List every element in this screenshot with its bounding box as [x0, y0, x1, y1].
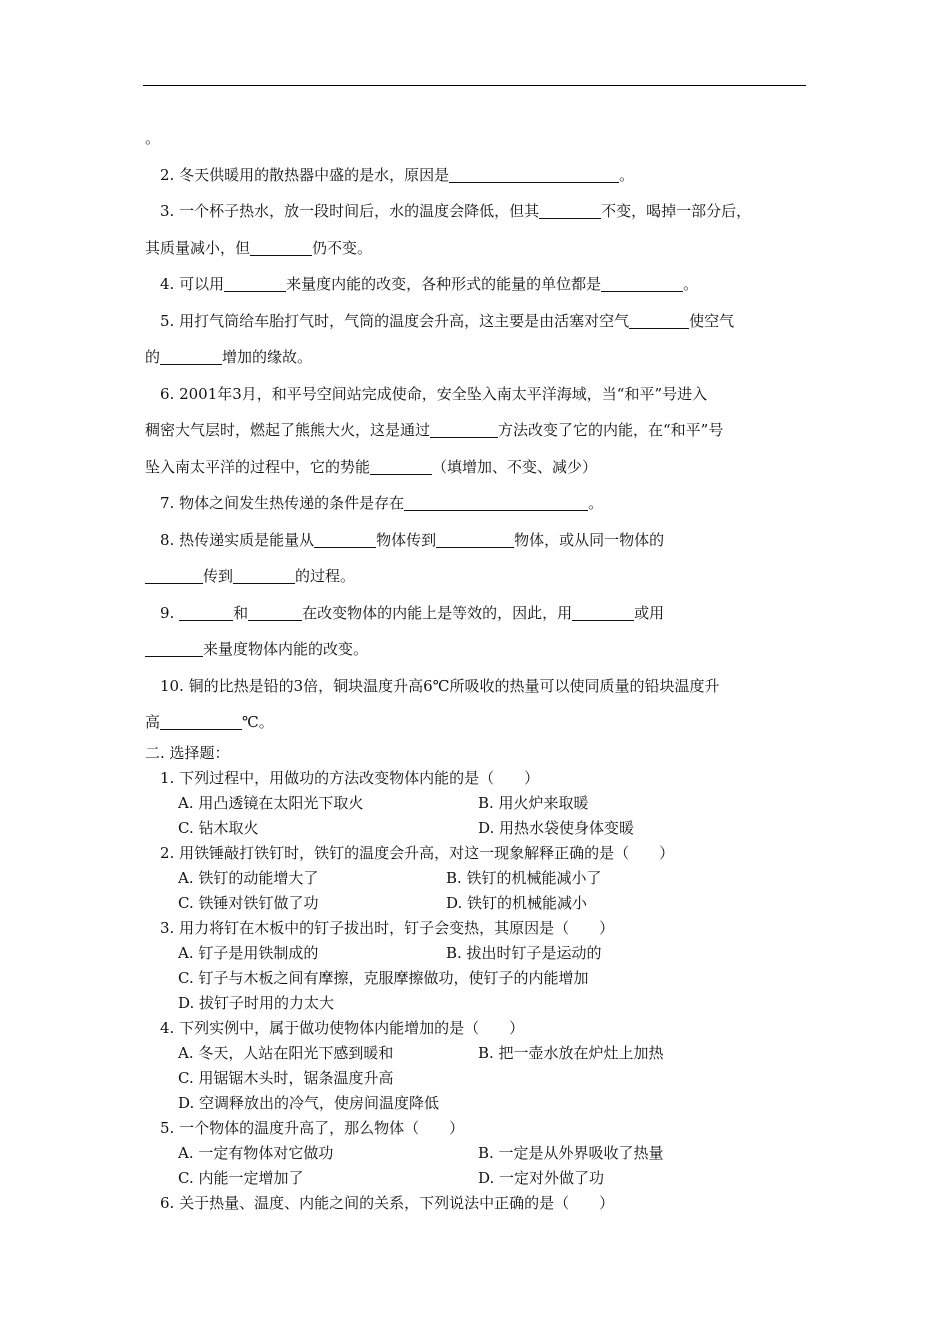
answer-blank: [404, 495, 588, 511]
answer-blank: [224, 276, 286, 292]
answer-blank: [145, 568, 203, 584]
option-a: A. 一定有物体对它做功: [178, 1143, 334, 1162]
line-text: ℃。: [242, 713, 274, 731]
answer-blank: [179, 605, 233, 621]
line-text: 10. 铜的比热是铅的3倍，铜块温度升高6℃所吸收的热量可以使同质量的铅块温度升: [160, 676, 720, 695]
question-stem: 6. 关于热量、温度、内能之间的关系，下列说法中正确的是（ ）: [160, 1193, 615, 1212]
question-stem: 4. 下列实例中，属于做功使物体内能增加的是（ ）: [160, 1018, 525, 1037]
option-c: C. 钉子与木板之间有摩擦，克服摩擦做功，使钉子的内能增加: [178, 968, 589, 987]
option-d: D. 空调释放出的冷气，使房间温度降低: [178, 1093, 440, 1112]
fill-in-line: [145, 631, 807, 668]
question-3: [145, 916, 807, 1016]
line-text: 。: [145, 129, 161, 147]
fill-in-section: [145, 120, 807, 741]
answer-blank: [250, 240, 312, 256]
line-text: 增加的缘故。: [222, 348, 313, 366]
option-a: A. 冬天，人站在阳光下感到暖和: [178, 1043, 394, 1062]
fill-in-line: [145, 339, 807, 376]
line-text: 的过程。: [295, 567, 356, 585]
line-text: 其质量减小，但: [145, 238, 251, 257]
answer-blank: [248, 605, 302, 621]
line-text: 9.: [160, 603, 180, 622]
answer-blank: [449, 167, 619, 183]
line-text: 4. 可以用: [160, 275, 225, 293]
option-c: C. 内能一定增加了: [178, 1168, 304, 1187]
answer-blank: [160, 349, 222, 365]
option-b: B. 把一壶水放在炉灶上加热: [478, 1043, 664, 1062]
line-text: 使空气: [689, 311, 735, 330]
option-c: C. 钻木取火: [178, 818, 259, 837]
line-text: 稠密大气层时，燃起了熊熊大火，这是通过: [145, 421, 431, 439]
answer-blank: [145, 641, 203, 657]
option-d: D. 一定对外做了功: [478, 1168, 605, 1187]
line-text: 仍不变。: [312, 238, 373, 257]
answer-blank: [629, 313, 689, 329]
answer-blank: [370, 459, 432, 475]
answer-blank: [160, 714, 242, 730]
line-text: （填增加、不变、减少）: [432, 457, 598, 476]
question-6: [145, 1191, 807, 1216]
answer-blank: [233, 568, 295, 584]
line-text: 2. 冬天供暖用的散热器中盛的是水，原因是: [160, 165, 450, 184]
fill-in-line: [145, 266, 807, 303]
line-text: 7. 物体之间发生热传递的条件是存在: [160, 494, 405, 512]
line-text: 。: [683, 275, 699, 293]
option-a: A. 铁钉的动能增大了: [178, 868, 319, 887]
header-rule: [143, 85, 806, 86]
fill-in-line: [145, 595, 807, 632]
line-text: 物体传到: [376, 530, 437, 549]
question-2: [145, 841, 807, 916]
section-title: 二. 选择题：: [145, 743, 230, 762]
worksheet-body: [145, 120, 807, 1216]
fill-in-line: [145, 485, 807, 522]
question-stem: 2. 用铁锤敲打铁钉时，铁钉的温度会升高，对这一现象解释正确的是（ ）: [160, 843, 675, 862]
question-1: [145, 766, 807, 841]
line-text: 高: [145, 713, 161, 731]
fill-in-line: [145, 668, 807, 705]
fill-in-line: [145, 412, 807, 449]
fill-in-line: [145, 193, 807, 230]
line-text: 6. 2001年3月，和平号空间站完成使命，安全坠入南太平洋海域，当“和平”号进入: [160, 384, 708, 403]
line-text: 在改变物体的内能上是等效的，因此，用: [302, 603, 573, 622]
line-text: 不变，喝掉一部分后，: [601, 202, 752, 220]
line-text: 传到: [203, 567, 234, 585]
answer-blank: [539, 203, 601, 219]
line-text: 坠入南太平洋的过程中，它的势能: [145, 457, 371, 476]
option-d: D. 铁钉的机械能减小: [446, 893, 588, 912]
question-stem: 1. 下列过程中，用做功的方法改变物体内能的是（ ）: [160, 768, 540, 787]
question-4: [145, 1016, 807, 1116]
option-c: C. 用锯锯木头时，锯条温度升高: [178, 1068, 394, 1087]
option-c: C. 铁锤对铁钉做了功: [178, 893, 319, 912]
option-b: B. 用火炉来取暖: [478, 793, 589, 812]
line-text: 或用: [634, 603, 665, 622]
line-text: 3. 一个杯子热水，放一段时间后，水的温度会降低，但其: [160, 202, 540, 220]
option-d: D. 拔钉子时用的力太大: [178, 993, 335, 1012]
answer-blank: [601, 276, 683, 292]
fill-in-line: [145, 522, 807, 559]
line-text: 来量度物体内能的改变。: [203, 640, 369, 658]
line-text: 来量度内能的改变，各种形式的能量的单位都是: [286, 275, 602, 293]
answer-blank: [430, 422, 498, 438]
option-d: D. 用热水袋使身体变暖: [478, 818, 635, 837]
line-text: 和: [233, 603, 249, 622]
answer-blank: [572, 605, 634, 621]
fill-in-line: [145, 558, 807, 595]
option-b: B. 拔出时钉子是运动的: [446, 943, 602, 962]
line-text: 5. 用打气筒给车胎打气时，气筒的温度会升高，这主要是由活塞对空气: [160, 311, 630, 330]
line-text: 的: [145, 348, 161, 366]
answer-blank: [436, 532, 514, 548]
line-text: 方法改变了它的内能，在“和平”号: [498, 421, 724, 439]
fill-in-line: [145, 120, 807, 157]
line-text: 。: [588, 494, 604, 512]
option-b: B. 一定是从外界吸收了热量: [478, 1143, 664, 1162]
option-a: A. 钉子是用铁制成的: [178, 943, 319, 962]
option-a: A. 用凸透镜在太阳光下取火: [178, 793, 364, 812]
line-text: 。: [619, 165, 635, 184]
fill-in-line: [145, 704, 807, 741]
question-5: [145, 1116, 807, 1191]
question-stem: 3. 用力将钉在木板中的钉子拔出时，钉子会变热，其原因是（ ）: [160, 918, 615, 937]
fill-in-line: [145, 157, 807, 194]
multiple-choice-section: [145, 766, 807, 1216]
fill-in-line: [145, 303, 807, 340]
question-stem: 5. 一个物体的温度升高了，那么物体（ ）: [160, 1118, 465, 1137]
answer-blank: [314, 532, 376, 548]
line-text: 8. 热传递实质是能量从: [160, 530, 315, 549]
fill-in-line: [145, 376, 807, 413]
option-b: B. 铁钉的机械能减小了: [446, 868, 602, 887]
fill-in-line: [145, 230, 807, 267]
line-text: 物体，或从同一物体的: [514, 530, 665, 549]
fill-in-line: [145, 449, 807, 486]
